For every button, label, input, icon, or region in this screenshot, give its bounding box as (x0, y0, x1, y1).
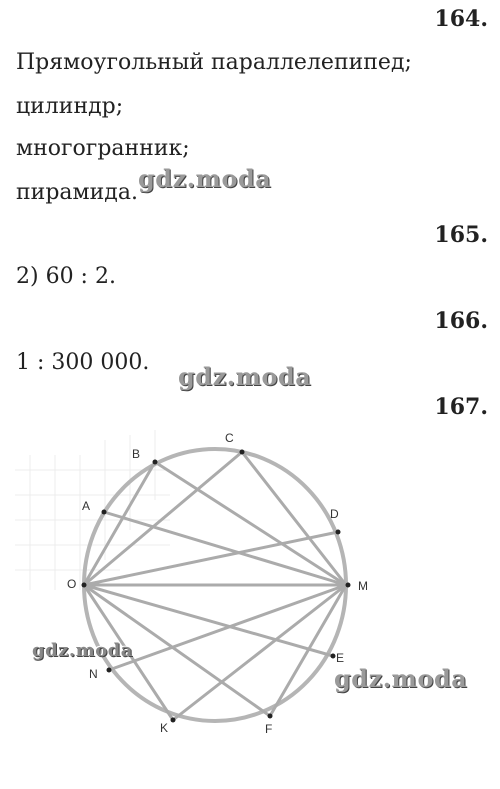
answer-line: многогранник; (16, 136, 190, 161)
watermark: gdz.moda (334, 664, 468, 693)
problem-number-166: 166. (434, 308, 488, 334)
label-a: A (82, 499, 91, 513)
label-e: E (336, 651, 345, 665)
answer-line: 2) 60 : 2. (16, 264, 116, 289)
point-o (82, 583, 87, 588)
label-m: M (358, 579, 368, 593)
watermark: gdz.moda (32, 640, 133, 661)
answer-line: 1 : 300 000. (16, 350, 150, 375)
answer-line: Прямоугольный параллелепипед; (16, 50, 412, 75)
point-k (171, 718, 176, 723)
watermark: gdz.moda (178, 362, 312, 391)
answer-line: цилиндр; (16, 94, 124, 119)
point-e (331, 654, 336, 659)
watermark: gdz.moda (138, 164, 272, 193)
label-c: C (225, 431, 234, 445)
label-d: D (330, 507, 339, 521)
point-m (346, 583, 351, 588)
point-d (336, 530, 341, 535)
problem-number-167: 167. (434, 394, 488, 420)
label-n: N (89, 667, 98, 681)
point-c (240, 450, 245, 455)
point-n (107, 668, 112, 673)
background-grid (15, 430, 170, 590)
problem-number-165: 165. (434, 222, 488, 248)
label-f: F (265, 722, 273, 736)
label-k: K (160, 721, 169, 735)
problem-number-164: 164. (434, 6, 488, 32)
label-b: B (132, 447, 141, 461)
answer-line: пирамида. (16, 180, 138, 205)
point-b (153, 460, 158, 465)
point-a (102, 510, 107, 515)
point-f (268, 714, 273, 719)
label-o: O (67, 577, 77, 591)
